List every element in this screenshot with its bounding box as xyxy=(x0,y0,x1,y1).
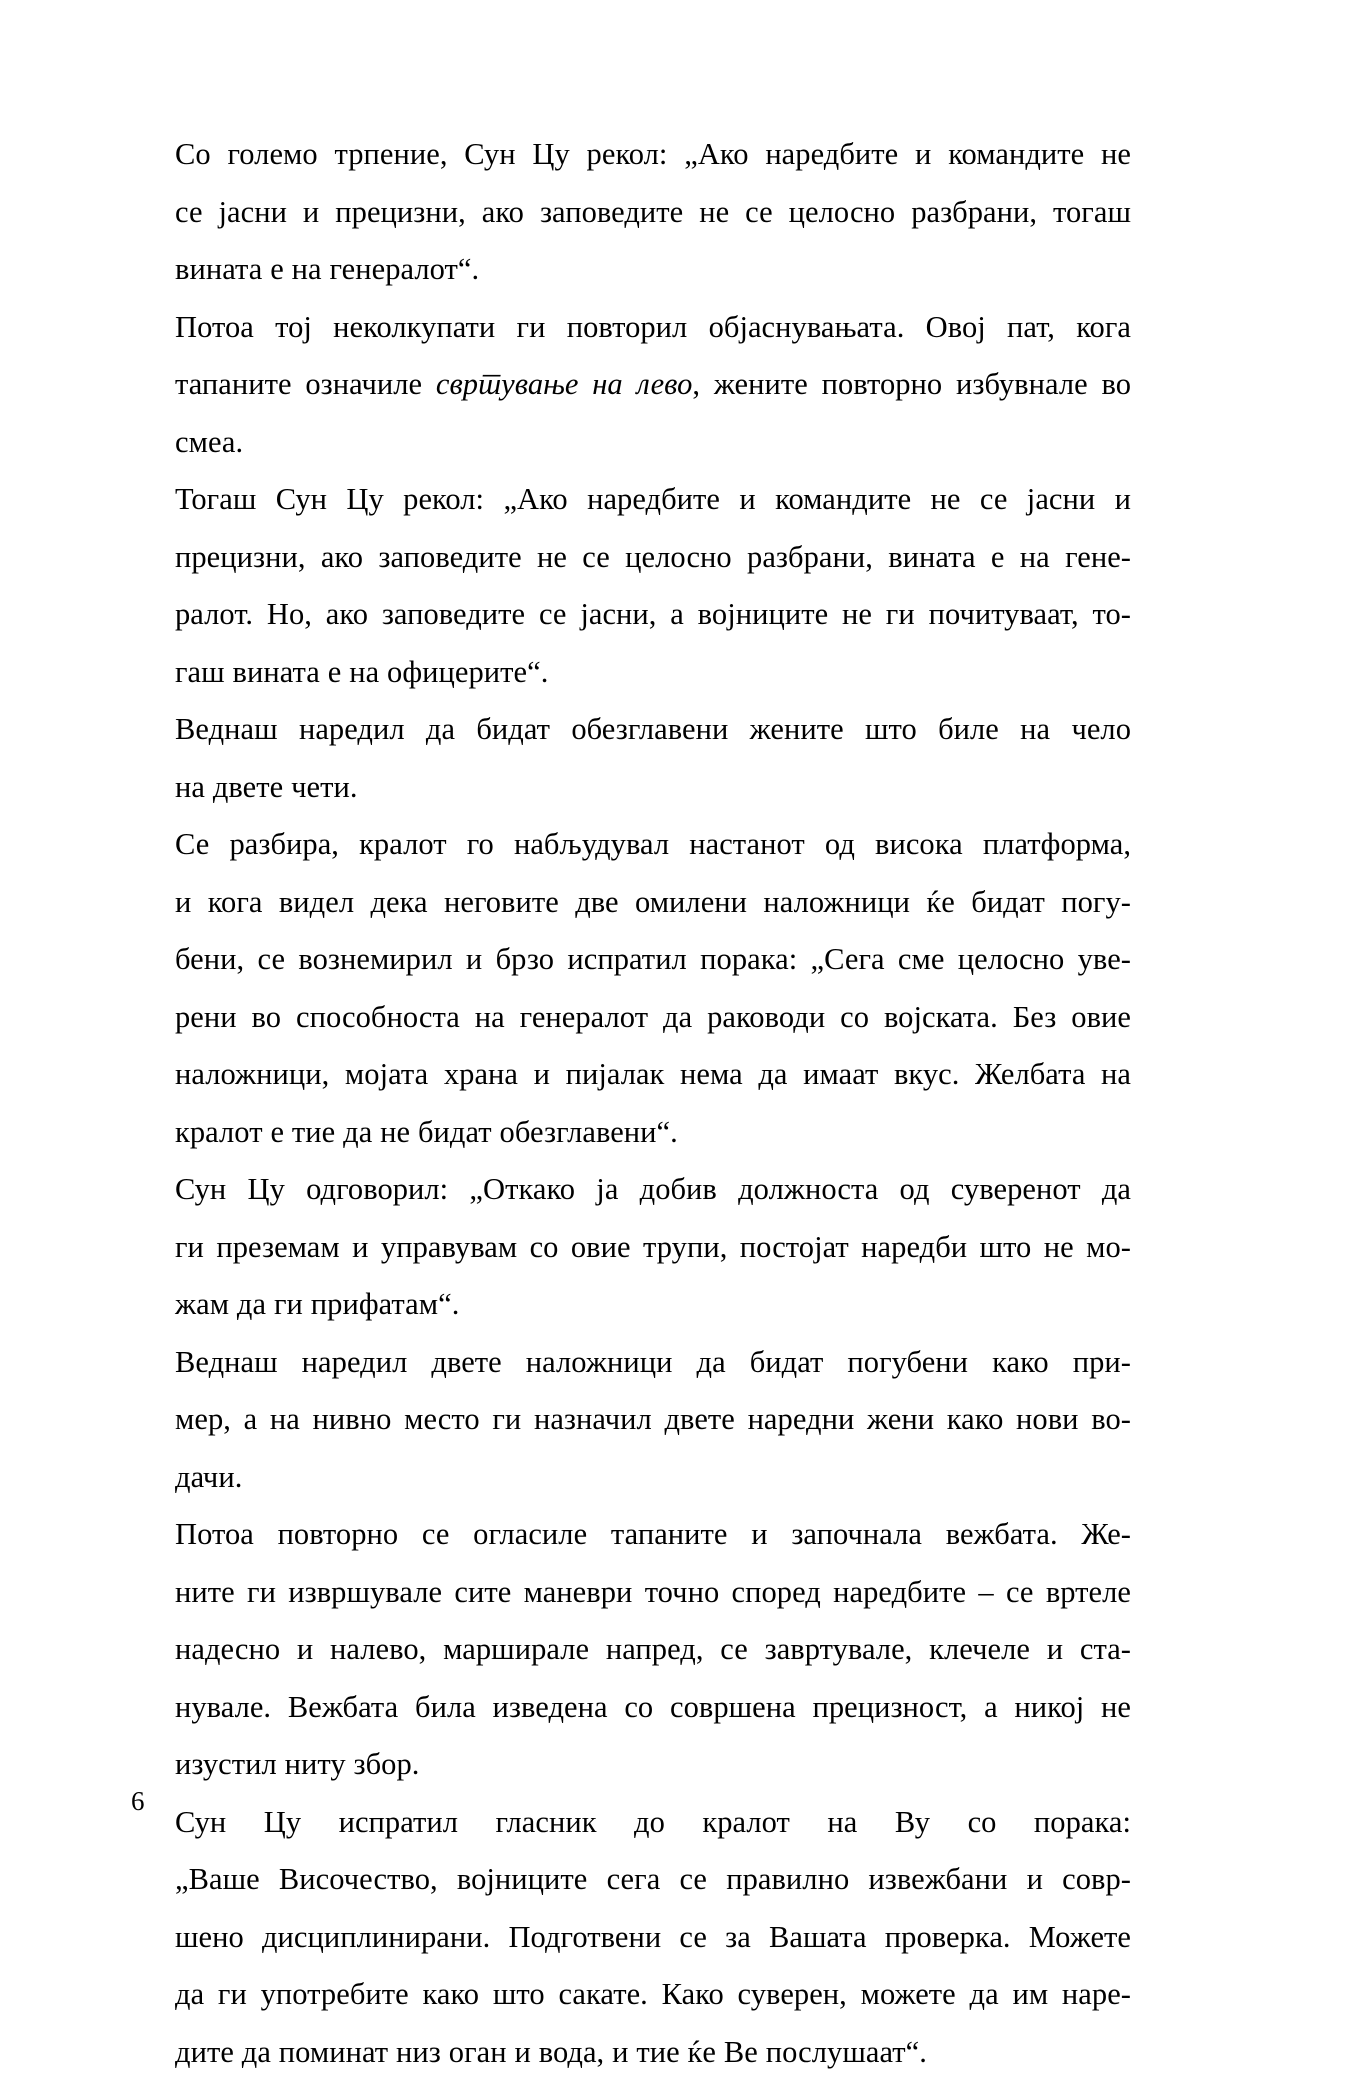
paragraph xyxy=(131,471,1131,701)
page-number: 6 xyxy=(131,1785,145,1817)
paragraph-list xyxy=(131,126,1131,2081)
text-line: и кога видел дека неговите две омилени наложници ќе бидат погу- xyxy=(131,874,1131,932)
text-line: прецизни, ако заповедите не се целосно разбрани, вината е на гене- xyxy=(131,529,1131,587)
paragraph xyxy=(131,816,1131,1161)
text-line: Сун Цу одговорил: „Откако ја добив должноста од суверенот да xyxy=(131,1161,1131,1219)
text-line: смеа. xyxy=(131,414,1131,472)
text-line: дачи. xyxy=(131,1449,1131,1507)
text-line: ните ги извршувале сите маневри точно според наредбите – се вртеле xyxy=(131,1564,1131,1622)
text-line: наложници, мојата храна и пијалак нема да имаат вкус. Желбата на xyxy=(131,1046,1131,1104)
text-line: да ги употребите како што сакате. Како суверен, можете да им наре- xyxy=(131,1966,1131,2024)
text-line: Сун Цу испратил гласник до кралот на Ву со порака: xyxy=(131,1794,1131,1852)
text-line: Потоа повторно се огласиле тапаните и започнала вежбата. Же- xyxy=(131,1506,1131,1564)
text-line: ралот. Но, ако заповедите се јасни, а војниците не ги почитуваат, то- xyxy=(131,586,1131,644)
text-line: рени во способноста на генералот да раководи со војската. Без овие xyxy=(131,989,1131,1047)
paragraph xyxy=(131,299,1131,472)
text-line: бени, се вознемирил и брзо испратил порака: „Сега сме целосно уве- xyxy=(131,931,1131,989)
text-line: Со големо трпение, Сун Цу рекол: „Ако наредбите и командите не xyxy=(131,126,1131,184)
text-line: Веднаш наредил да бидат обезглавени жените што биле на чело xyxy=(131,701,1131,759)
text-line: на двете чети. xyxy=(131,759,1131,817)
paragraph xyxy=(131,1334,1131,1507)
paragraph xyxy=(131,1794,1131,2081)
text-line: вината е на генералот“. xyxy=(131,241,1131,299)
text-line: Тогаш Сун Цу рекол: „Ако наредбите и командите не се јасни и xyxy=(131,471,1131,529)
paragraph xyxy=(131,1506,1131,1794)
text-line: шено дисциплинирани. Подготвени се за Вашата проверка. Можете xyxy=(131,1909,1131,1967)
emphasis-text: свртување на лево xyxy=(436,367,692,401)
text-line: надесно и налево, марширале напред, се завртувале, клечеле и ста- xyxy=(131,1621,1131,1679)
paragraph xyxy=(131,701,1131,816)
text-line: жам да ги прифатам“. xyxy=(131,1276,1131,1334)
body-text-column xyxy=(131,126,1131,2081)
text-line: кралот е тие да не бидат обезглавени“. xyxy=(131,1104,1131,1162)
text-line: ги преземам и управувам со овие трупи, постојат наредби што не мо- xyxy=(131,1219,1131,1277)
text-line: Се разбира, кралот го набљудувал настанот од висока платформа, xyxy=(131,816,1131,874)
paragraph xyxy=(131,1161,1131,1334)
text-line: „Ваше Височество, војниците сега се правилно извежбани и совр- xyxy=(131,1851,1131,1909)
text-line: нувале. Вежбата била изведена со совршена прецизност, а никој не xyxy=(131,1679,1131,1737)
text-line: гаш вината е на офицерите“. xyxy=(131,644,1131,702)
paragraph xyxy=(131,126,1131,299)
text-line: дите да поминат низ оган и вода, и тие ќе Ве послушаат“. xyxy=(131,2024,1131,2081)
text-line: изустил ниту збор. xyxy=(131,1736,1131,1794)
text-line: Веднаш наредил двете наложници да бидат погубени како при- xyxy=(131,1334,1131,1392)
text-line: Потоа тој неколкупати ги повторил објаснувањата. Овој пат, кога xyxy=(131,299,1131,357)
text-line: тапаните означиле свртување на лево, жените повторно избувнале во xyxy=(131,356,1131,414)
text-line: се јасни и прецизни, ако заповедите не се целосно разбрани, тогаш xyxy=(131,184,1131,242)
text-line: мер, а на нивно место ги назначил двете наредни жени како нови во- xyxy=(131,1391,1131,1449)
